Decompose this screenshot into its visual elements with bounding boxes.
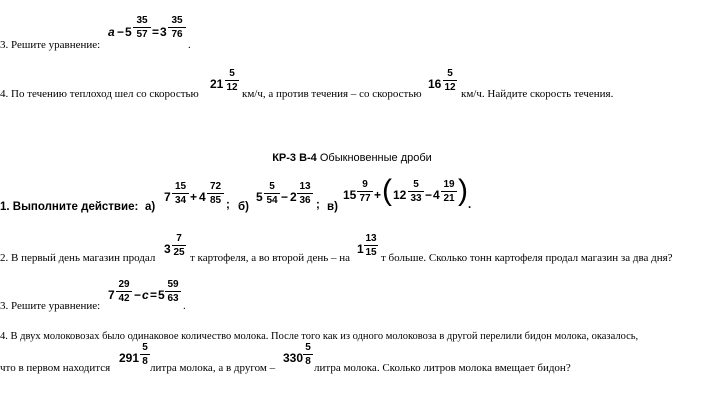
fraction-5-33: 5 33 (408, 179, 424, 204)
fraction-59-63: 59 63 (165, 279, 181, 304)
whole-5: 5 (125, 25, 132, 39)
p1-b-label: б) (238, 201, 249, 213)
fraction-19-21: 19 21 (441, 179, 457, 204)
fraction-5-8: 5 8 (140, 342, 150, 367)
fraction-9-77: 9 77 (357, 179, 373, 204)
var-a: a (108, 25, 115, 39)
whole-16: 16 (428, 77, 442, 91)
fraction-15-34: 15 34 (172, 181, 189, 206)
fraction-13-36: 13 36 (297, 181, 313, 206)
fraction-7-25: 7 25 (173, 233, 185, 258)
p4-bottom-line1: 4. В двух молоковозах было одинаковое количество молока. После того как из одного молоковоза в другой перелили бидон молока, оказалось, (0, 331, 639, 342)
fraction-13-15: 13 15 (365, 233, 377, 258)
p1-c-label: в) (327, 201, 338, 213)
fraction-5-8-b: 5 8 (303, 342, 313, 367)
p1-a-label: а) (145, 201, 156, 213)
fraction-5-54: 5 54 (264, 181, 280, 206)
equals-sign: = (152, 25, 160, 39)
p1-label: 1. Выполните действие: (0, 201, 139, 213)
var-c: c (142, 288, 149, 302)
p3-top-label: 3. Решите уравнение: (0, 39, 101, 51)
heading-title: Обыкновенные дроби (316, 152, 432, 164)
fraction-35-76: 35 76 (168, 15, 186, 40)
heading-code: КР-3 В-4 (272, 152, 317, 164)
fraction-35-57: 35 57 (133, 15, 151, 40)
fraction-72-85: 72 85 (207, 181, 224, 206)
minus-sign: − (117, 25, 125, 39)
section-heading (0, 152, 704, 164)
fraction-5-12: 5 12 (226, 68, 238, 93)
fraction-5-12-b: 5 12 (444, 68, 456, 93)
whole-21: 21 (210, 77, 224, 91)
fraction-29-42: 29 42 (116, 279, 132, 304)
whole-3: 3 (160, 25, 167, 39)
